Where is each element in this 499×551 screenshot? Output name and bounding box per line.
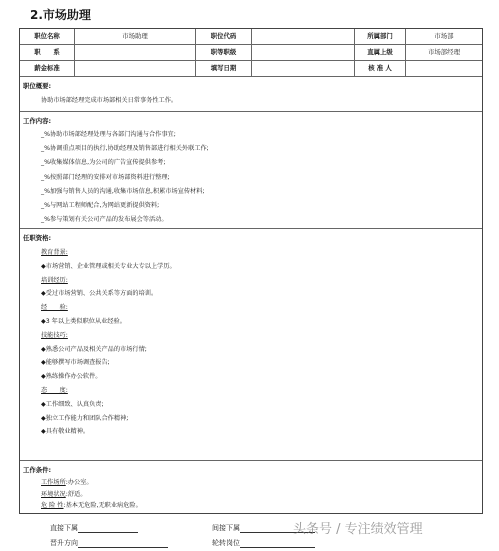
content-item: _%协调重点项目的执行,协助经理及销售部进行相关外联工作;	[41, 145, 209, 153]
info-row	[20, 29, 482, 45]
info-field-value	[252, 45, 355, 60]
footer-indirect-subordinate: 间接下属	[212, 523, 315, 533]
job-description-table	[19, 28, 483, 514]
info-field-value: 市场助理	[75, 29, 196, 44]
condition-item	[41, 477, 93, 486]
footer-rotation: 轮转岗位	[212, 538, 315, 548]
content-item: _%按照部门经理的安排对市场部资料进行整理;	[41, 173, 170, 181]
info-field-label: 职位代码	[196, 29, 252, 44]
content-label: 工作内容:	[23, 117, 52, 125]
promotion-blank	[78, 547, 168, 548]
content-section	[20, 112, 482, 229]
info-field-value: 市场部	[434, 32, 454, 40]
qualification-item: ◆独立工作能力和团队合作精神;	[41, 414, 129, 422]
condition-key: 工作场所	[41, 479, 66, 486]
info-field-label: 职等职级	[196, 45, 252, 60]
content-item: _%参与策划有关公司产品的发布展会等活动。	[41, 216, 168, 224]
info-field-value: 市场部经理	[428, 48, 460, 56]
page-title: 2.市场助理	[30, 8, 91, 22]
info-field-value	[75, 45, 196, 60]
qualification-heading: 教育背景:	[41, 249, 68, 256]
info-field-value	[75, 61, 196, 76]
condition-value: :基本无危险,无职业病危险。	[63, 502, 142, 509]
info-field-label: 职位名称	[20, 29, 75, 44]
info-field-label: 填写日期	[196, 61, 252, 76]
qualification-heading: 技能技巧:	[41, 331, 68, 339]
condition-item	[41, 489, 86, 498]
rotation-blank	[240, 547, 315, 548]
content-item: _%加强与销售人员的沟通,收集市场信息,积累市场宣传材料;	[41, 187, 205, 195]
condition-value: :舒适。	[65, 490, 87, 498]
overview-label: 职位概要:	[23, 82, 52, 90]
footer-direct-subordinate: 直接下属	[50, 523, 138, 533]
qualification-item: ◆受过市场营销、公共关系等方面的培训。	[41, 290, 158, 298]
info-field-label: 所属部门	[355, 29, 406, 44]
conditions-label: 工作条件:	[23, 466, 52, 474]
qualification-item: ◆能够撰写市场调查报告;	[41, 359, 110, 367]
info-grid	[20, 29, 482, 77]
info-field-label: 薪金标准	[20, 61, 75, 76]
content-item: _%与网站工程师配合,为网站更新提供资料;	[41, 202, 160, 209]
qualification-item: ◆熟悉公司产品及相关产品的市场行情;	[41, 345, 147, 353]
qualification-heading: 经 验:	[41, 304, 68, 312]
qualification-label: 任职资格:	[23, 234, 52, 242]
footer-promotion: 晋升方向	[50, 538, 168, 548]
qualification-item: ◆熟练操作办公软件。	[41, 373, 102, 381]
overview-section	[20, 77, 482, 112]
conditions-section	[20, 461, 482, 513]
condition-key: 环境状况	[41, 490, 66, 498]
qualification-item: ◆具有敬业精神。	[41, 428, 90, 436]
info-field-label: 核 准 人	[355, 61, 406, 76]
qualification-heading: 培训经历:	[41, 276, 68, 284]
content-item: _%收集媒体信息,为公司的广告宣传提供参考;	[41, 159, 166, 167]
qualification-item: ◆工作细致、认真负责;	[41, 400, 104, 408]
info-field-value	[406, 61, 482, 76]
info-row	[20, 45, 482, 61]
info-field-value	[252, 61, 355, 76]
condition-key: 危 险 性	[41, 502, 64, 509]
overview-text: 协助市场部经理完成市场部相关日常事务性工作。	[41, 97, 178, 104]
direct-subordinate-blank	[78, 532, 138, 533]
info-field-label: 直属上级	[355, 45, 406, 60]
content-item: _%协助市场部经理处理与各部门沟通与合作事宜;	[41, 131, 176, 138]
qualification-item: ◆3 年以上类似职位从业经验。	[41, 318, 126, 325]
qualification-item: ◆市场营销、企业管理或相关专业大专以上学历。	[41, 262, 176, 270]
info-field-value	[252, 29, 355, 44]
qualification-heading: 态 度:	[41, 387, 68, 394]
info-row	[20, 61, 482, 77]
condition-value: :办公室。	[65, 479, 93, 486]
qualification-section	[20, 229, 482, 461]
info-field-label: 职 系	[20, 45, 75, 60]
watermark: 头条号 / 专注绩效管理	[293, 522, 423, 537]
condition-item	[41, 500, 142, 509]
